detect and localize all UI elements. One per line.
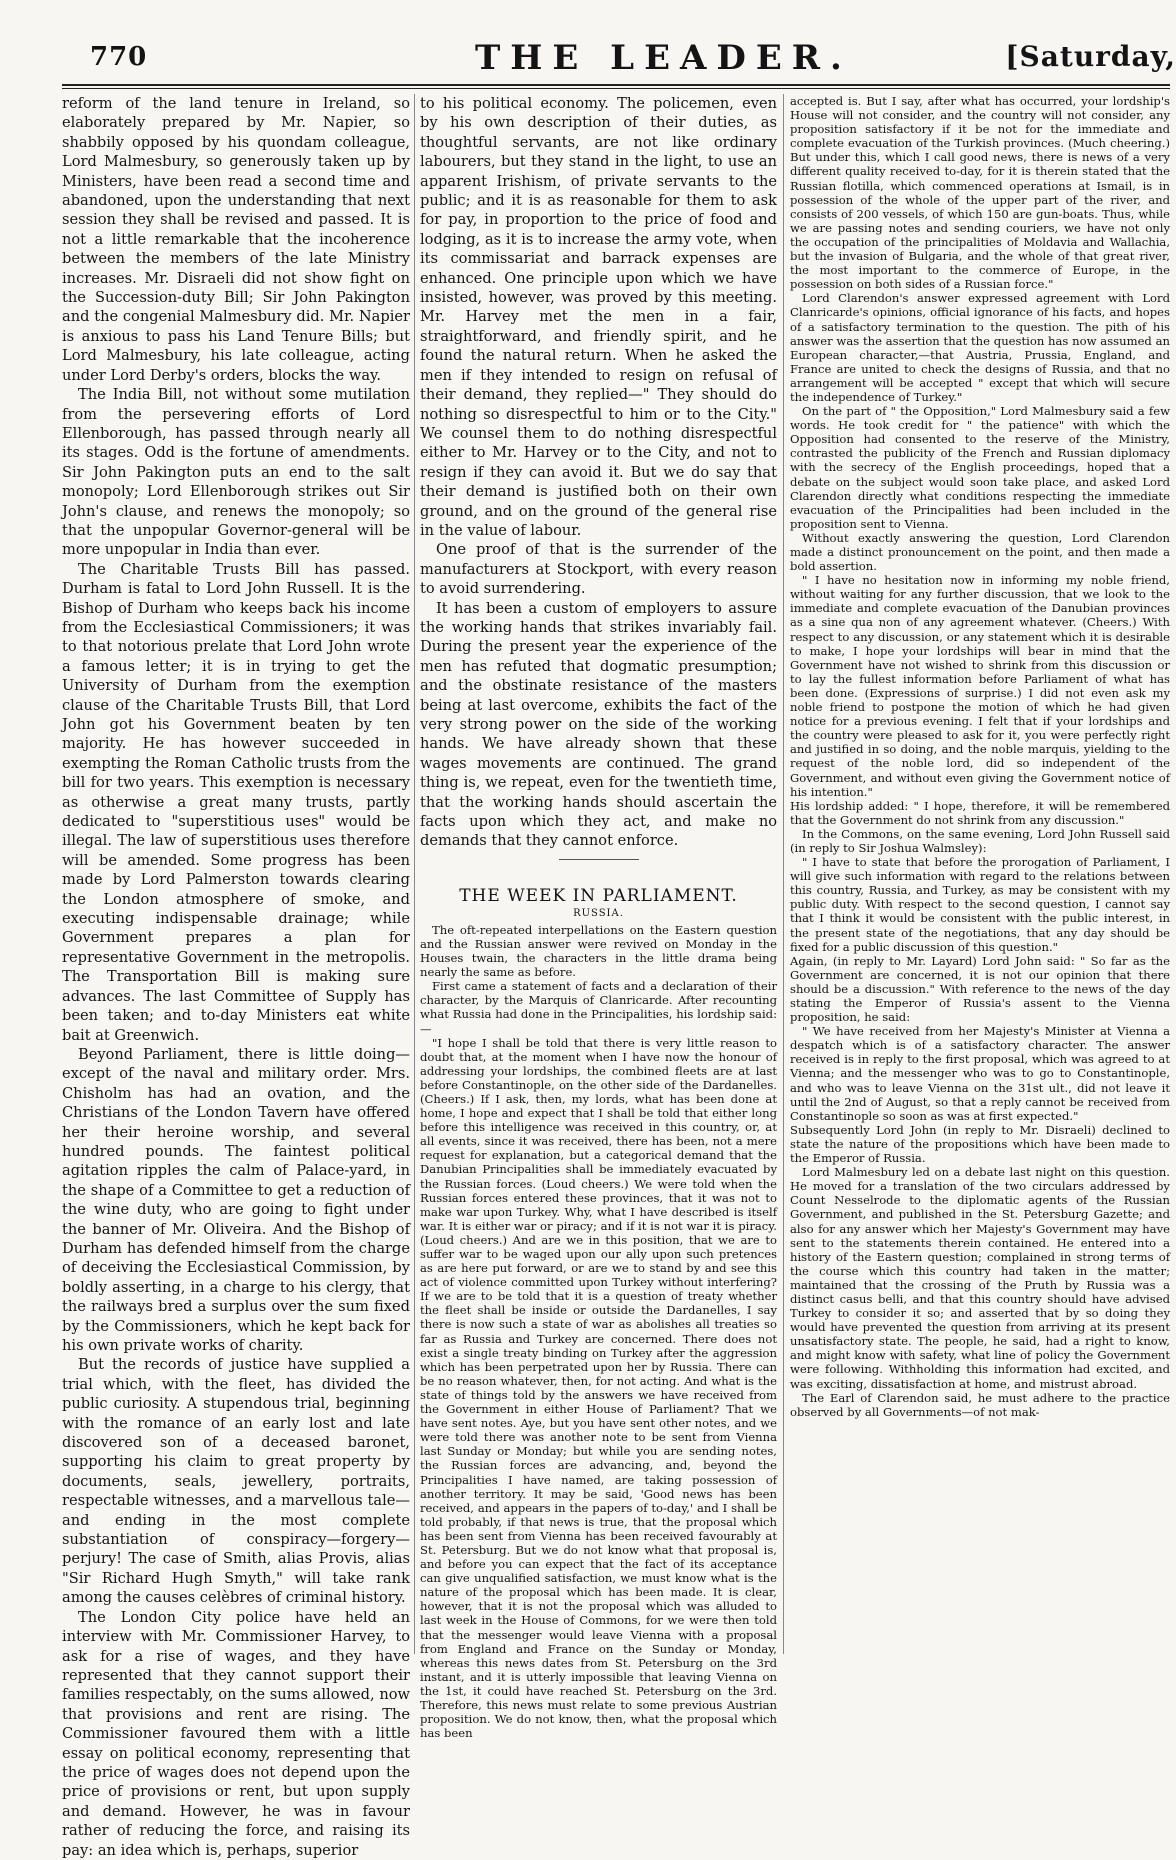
article-paragraph: It has been a custom of employers to assure the working hands that strikes invariably fail. During the present year the experience of the men has refuted that dogmatic presumption; and the obstinate resistance of the masters being at last overcome, exhibits the fact of the very strong power on the side of the working hands. We have already shown that these wages movements are continued. The grand thing is, we repeat, even for the twentieth time, that the working hands should ascertain the facts upon which they act, and make no demands that they cannot enforce.: [420, 599, 777, 850]
column-2: [420, 94, 777, 1740]
masthead: [90, 34, 1176, 78]
column-divider-2: [783, 94, 784, 1654]
report-paragraph: Lord Clarendon's answer expressed agreement with Lord Clanricarde's opinions, official ignorance of his facts, and hopes of a satisfactory termination to the question. The pith of his answer was the assertion that the question has now assumed an European character,—that Austria, Prussia, England, and France are united to check the designs of Russia, and that no arrangement will be accepted " except that which will secure the independence of Turkey.": [790, 291, 1170, 404]
column-1: [62, 94, 410, 1860]
article-paragraph: reform of the land tenure in Ireland, so elaborately prepared by Mr. Napier, so shabbily opposed by his quondam colleague, Lord Malmesbury, so generously taken up by Ministers, have been read a second time and abandoned, upon the understanding that next session they shall be revised and passed. It is not a little remarkable that the incoherence between the members of the late Ministry increases. Mr. Disraeli did not show fight on the Succession-duty Bill; Sir John Pakington and the congenial Malmesbury did. Mr. Napier is anxious to pass his Land Tenure Bills; but Lord Malmesbury, his late colleague, acting under Lord Derby's orders, blocks the way.: [62, 95, 410, 384]
page-number: 770: [90, 42, 148, 72]
report-paragraph: His lordship added: " I hope, therefore, it will be remembered that the Government do not shrink from any discussion.": [790, 798, 1170, 827]
article-continuation: [420, 94, 777, 851]
article-paragraph: Beyond Parliament, there is little doing—except of the naval and military order. Mrs. Chisholm has had an ovation, and the Christians of the London Tavern have offered her their heroine worship, and several hundred pounds. The faintest political agitation ripples the calm of Palace-yard, in the shape of a Committee to get a reduction of the wine duty, who are going to fight under the banner of Mr. Oliveira. And the Bishop of Durham has defended himself from the charge of deceiving the Ecclesiastical Commission, by boldly asserting, in a charge to his clergy, that the railways bred a surplus over the sum fixed by the Commissioners, which he kept back for his own private works of charity.: [62, 1045, 410, 1354]
report-paragraph: The oft-repeated interpellations on the Eastern question and the Russian answer were revived on Monday in the Houses twain, the characters in the little drama being nearly the same as before.: [420, 922, 777, 980]
speech-quote: " I have no hesitation now in informing my noble friend, without waiting for any further discussion, that we look to the immediate and complete evacuation of the Danubian provinces as a sine qua non of any agreement whatever. (Cheers.) With respect to any discussion, or any statement which it is desirable to make, I hope your lordships will bear in mind that the Government have not wished to shrink from this discussion or to lay the fullest information before Parliament of what has been done. (Expressions of surprise.) I did not even ask my noble friend to postpone the motion of which he had given notice for a previous evening. I felt that if your lordships and the country were pleased to ask for it, you were perfectly right and justified in so doing, and the noble marquis, yielding to the request of the noble lord, did so independent of the Government, and without even giving the Government notice of his intention.": [790, 573, 1170, 799]
report-paragraph: On the part of " the Opposition," Lord Malmesbury said a few words. He took credit for " the patience" with which the Opposition had consented to the reserve of the Ministry, contrasted the publicity of the French and Russian diplomacy with the secrecy of the English proceedings, hoped that a debate on the subject would soon take place, and asked Lord Clarendon directly what conditions respecting the immediate evacuation of the Principalities had been included in the proposition sent to Vienna.: [790, 404, 1170, 531]
speech-quote: " We have received from her Majesty's Minister at Vienna a despatch which is of a satisfactory character. The answer received is in reply to the first proposal, which was agreed to at Vienna; and the messenger who was to go to Constantinople, and who was to leave Vienna on the 31st ult., did not leave it until the 2nd of August, so that a reply cannot be received from Constantinople so soon as was at first expected.": [790, 1024, 1170, 1123]
article-paragraph: But the records of justice have supplied a trial which, with the fleet, has divided the public curiosity. A stupendous trial, beginning with the romance of an early lost and late discovered son of a deceased baronet, supporting his claim to great property by documents, seals, jewellery, portraits, respectable witnesses, and a marvellous tale—and ending in the most complete substantiation of conspiracy—forgery—perjury! The case of Smith, alias Provis, alias "Sir Richard Hugh Smyth," will take rank among the causes celèbres of criminal history.: [62, 1356, 410, 1607]
issue-day: [Saturday,: [1005, 40, 1176, 73]
section-divider: [559, 859, 639, 860]
report-paragraph: In the Commons, on the same evening, Lord John Russell said (in reply to Sir Joshua Walmsley):: [790, 826, 1170, 855]
article-paragraph: The Charitable Trusts Bill has passed. Durham is fatal to Lord John Russell. It is the Bishop of Durham who keeps back his income from the Ecclesiastical Commissioners; it was to that notorious prelate that Lord John wrote a famous letter; it is in trying to get the University of Durham from the exemption clause of the Charitable Trusts Bill, that Lord John got his Government beaten by ten majority. He has however succeeded in exempting the Roman Catholic trusts from the bill for two years. This exemption is necessary as otherwise a great many trusts, partly dedicated to "superstitious uses" would be illegal. The law of superstitious uses therefore will be amended. Some progress has been made by Lord Palmerston towards clearing the London atmosphere of smoke, and executing indispensable drainage; while Government prepares a plan for representative Government in the metropolis. The Transportation Bill is making sure advances. The last Committee of Supply has been taken; and to-day Ministers eat white bait at Greenwich.: [62, 560, 410, 1044]
header-rule-thin: [62, 88, 1170, 89]
column-3: [790, 94, 1170, 1419]
speech-quote: " I have to state that before the prorogation of Parliament, I will give such information with regard to the relations between this country, Russia, and Turkey, as may be consistent with my public duty. With respect to the second question, I cannot say that I think it would be consistent with the public interest, in the present state of the negotiations, that any day should be fixed for a public discussion of this question.": [790, 855, 1170, 954]
report-paragraph: Again, (in reply to Mr. Layard) Lord John said: " So far as the Government are concerned, it is not our opinion that there should be a discussion." With reference to the news of the day stating the Emperor of Russia's assent to the Vienna proposition, he said:: [790, 953, 1170, 1025]
article-paragraph: to his political economy. The policemen, even by his own description of their duties, as thoughtful servants, are not like ordinary labourers, but they stand in the light, to use an apparent Irishism, of private servants to the public; and it is as reasonable for them to ask for pay, in proportion to the price of food and lodging, as it is to increase the army vote, when its commissariat and barrack expenses are enhanced. One principle upon which we have insisted, however, was proved by this meeting. Mr. Harvey met the men in a fair, straightforward, and friendly spirit, and he found the natural return. When he asked the men if they intended to resign on refusal of their demand, they replied—" They should do nothing so disrespectful to him or to the City." We counsel them to do nothing disrespectful either to Mr. Harvey or to the City, and not to resign if they can avoid it. But we do say that their demand is justified both on their own ground, and on the ground of the general rise in the value of labour.: [420, 95, 777, 539]
report-paragraph: The Earl of Clarendon said, he must adhere to the practice observed by all Governments—of not mak-: [790, 1390, 1170, 1419]
speech-quote-continued: accepted is. But I say, after what has occurred, your lordship's House will not consider, and the country will not consider, any proposition satisfactory if it be not for the immediate and complete evacuation of the Turkish provinces. (Much cheering.) But under this, which I call good news, there is news of a very different quality received to-day, for it is therein stated that the Russian flotilla, which commenced operations at Ismail, is in possession of the whole of the upper part of the river, and consists of 200 vessels, of which 150 are gun-boats. Thus, while we are passing notes and sending couriers, we have not only the occupation of the principalities of Moldavia and Wallachia, but the invasion of Bulgaria, and the whole of that great river, the most important to the commerce of Europe, in the possession on both sides of a Russian force.": [790, 94, 1170, 292]
newspaper-title: THE LEADER.: [475, 38, 852, 78]
section-title: THE WEEK IN PARLIAMENT.: [459, 885, 738, 906]
article-paragraph: The India Bill, not without some mutilation from the persevering efforts of Lord Ellenborough, has passed through nearly all its stages. Odd is the fortune of amendments. Sir John Pakington puts an end to the salt monopoly; Lord Ellenborough strikes out Sir John's clause, and renews the monopoly; so that the unpopular Governor-general will be more unpopular in India than ever.: [62, 386, 410, 559]
section-subtitle: RUSSIA.: [573, 907, 624, 919]
parliament-report: [420, 923, 777, 1740]
report-paragraph: Without exactly answering the question, Lord Clarendon made a distinct pronouncement on the point, and then made a bold assertion.: [790, 530, 1170, 574]
report-paragraph: Subsequently Lord John (in reply to Mr. Disraeli) declined to state the nature of the propositions which have been made to the Emperor of Russia.: [790, 1122, 1170, 1166]
header-rule: [62, 84, 1170, 86]
article-paragraph: The London City police have held an interview with Mr. Commissioner Harvey, to ask for a rise of wages, and they have represented that they cannot support their families respectably, on the sums allowed, now that provisions and rent are rising. The Commissioner favoured them with a little essay on political economy, representing that the price of wages does not depend upon the price of provisions or rent, but upon supply and demand. However, he was in favour rather of reducing the force, and raising its pay: an idea which is, perhaps, superior: [62, 1608, 410, 1859]
speech-quote: "I hope I shall be told that there is very little reason to doubt that, at the moment when I have now the honour of addressing your lordships, the combined fleets are at last before Constantinople, on the other side of the Dardanelles. (Cheers.) If I ask, then, my lords, what has been done at home, I hope and expect that I shall be told that either long before this intelligence was received in this country, or, at all events, since it was received, there has been, not a mere request for explanation, but a categorical demand that the Danubian Principalities shall be immediately evacuated by the Russian forces. (Loud cheers.) We were told when the Russian forces entered these provinces, that it was not to make war upon Turkey. Why, what I have described is itself war. It is either war or piracy; and if it is not war it is piracy. (Loud cheers.) And are we in this position, that we are to suffer war to be waged upon our ally upon such pretences as are here put forward, or are we to stand by and see this act of violence committed upon Turkey without interfering? If we are to be told that it is a question of treaty whether the fleet shall be inside or outside the Dardanelles, I say there is now such a state of war as abolishes all treaties so far as Russia and Turkey are concerned. There does not exist a single treaty binding on Turkey after the aggression which has been perpetrated upon her by Russia. There can be no reason whatever, then, for not acting. And what is the state of things told by the answers we have received from the Government in either House of Parliament? That we have sent notes. Aye, but you have sent other notes, and we were told there was another note to be sent from Vienna last Sunday or Monday; but while you are sending notes, the Russian forces are advancing, and, beyond the Principalities I have named, are taking possession of another territory. It may be said, 'Good news has been received, and appears in the papers of to-day,' and I shall be told probably, if that news is true, that the proposal which has been sent from Vienna has been received favourably at St. Petersburg. But we do not know what that proposal is, and before you can expect that the fact of its acceptance can give unqualified satisfaction, we must know what is the nature of the proposal which has been made. It is clear, however, that it is not the proposal which was alluded to last week in the House of Commons, for we were then told that the messenger would leave Vienna with a proposal from England and France on the Sunday or Monday, whereas this news dates from St. Petersburg on the 3rd instant, and it is utterly impossible that leaving Vienna on the 1st, it could have reached St. Petersburg on the 3rd. Therefore, this news must relate to some previous Austrian proposition. We do not know, then, what the proposal which has been: [420, 1035, 777, 1741]
article-paragraph: One proof of that is the surrender of the manufacturers at Stockport, with every reason to avoid surrendering.: [420, 541, 777, 598]
report-paragraph: First came a statement of facts and a declaration of their character, by the Marquis of Clanricarde. After recounting what Russia had done in the Principalities, his lordship said:—: [420, 979, 777, 1036]
report-paragraph: Lord Malmesbury led on a debate last night on this question. He moved for a translation of the two circulars addressed by Count Nesselrode to the diplomatic agents of the Russian Government, and published in the St. Petersburg Gazette; and also for any answer which her Majesty's Government may have sent to the statements therein contained. He entered into a history of the Eastern question; complained in strong terms of the course which this country had taken in the matter; maintained that the crossing of the Pruth by Russia was a distinct casus belli, and that this country should have advised Turkey to consider it so; and asserted that by so doing they would have prevented the question from arriving at its present unsatisfactory state. The people, he said, had a right to know, and might know with safety, what line of policy the Government were following. Withholding this information had excited, and was exciting, dissatisfaction at home, and mistrust abroad.: [790, 1165, 1170, 1391]
column-divider-1: [414, 94, 415, 1654]
